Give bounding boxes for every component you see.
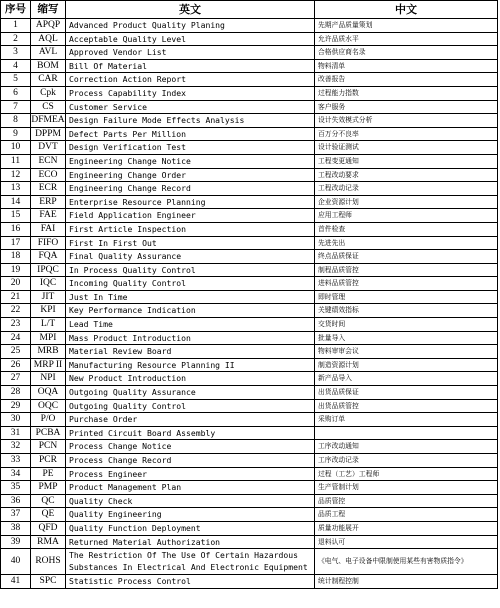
cell-english[interactable]: Key Performance Indication	[66, 304, 315, 318]
cell-abbreviation[interactable]: NPI	[31, 372, 66, 386]
cell-chinese[interactable]: 工序改动记录	[315, 454, 498, 468]
cell-abbreviation[interactable]: IQC	[31, 277, 66, 291]
cell-index[interactable]: 14	[1, 195, 31, 209]
cell-english[interactable]: Defect Parts Per Million	[66, 127, 315, 141]
table-body	[1, 19, 498, 589]
cell-chinese[interactable]: 物料审审会议	[315, 345, 498, 359]
cell-chinese[interactable]: 工程变更通知	[315, 154, 498, 168]
cell-chinese[interactable]: 设计验证测试	[315, 141, 498, 155]
table-row	[1, 46, 498, 60]
cell-english[interactable]: Returned Material Authorization	[66, 535, 315, 549]
table-row	[1, 19, 498, 33]
table-row	[1, 168, 498, 182]
table-row	[1, 277, 498, 291]
cell-abbreviation[interactable]: Cpk	[31, 86, 66, 100]
cell-english[interactable]: The Restriction Of The Use Of Certain Hazardous Substances In Electrical And Electronic Equipment	[66, 549, 315, 575]
cell-abbreviation[interactable]: CS	[31, 100, 66, 114]
cell-chinese[interactable]: 交货时间	[315, 318, 498, 332]
cell-english[interactable]: Design Failure Mode Effects Analysis	[66, 114, 315, 128]
cell-chinese[interactable]: 先期产品质量策划	[315, 19, 498, 33]
cell-index[interactable]: 3	[1, 46, 31, 60]
table-row	[1, 535, 498, 549]
cell-chinese[interactable]: 工序改动通知	[315, 440, 498, 454]
cell-abbreviation[interactable]: ECR	[31, 182, 66, 196]
cell-english[interactable]: Customer Service	[66, 100, 315, 114]
table-row	[1, 100, 498, 114]
cell-index[interactable]: 11	[1, 154, 31, 168]
cell-english[interactable]: Mass Product Introduction	[66, 331, 315, 345]
cell-index[interactable]: 13	[1, 182, 31, 196]
table-row	[1, 454, 498, 468]
cell-abbreviation[interactable]: FIFO	[31, 236, 66, 250]
cell-abbreviation[interactable]: PCR	[31, 454, 66, 468]
cell-english[interactable]: Quality Function Deployment	[66, 521, 315, 535]
cell-index[interactable]: 32	[1, 440, 31, 454]
cell-english[interactable]: Engineering Change Order	[66, 168, 315, 182]
table-row	[1, 358, 498, 372]
table-row	[1, 32, 498, 46]
cell-english[interactable]: Process Change Notice	[66, 440, 315, 454]
cell-chinese[interactable]	[315, 426, 498, 440]
table-row	[1, 222, 498, 236]
table-row	[1, 426, 498, 440]
cell-index[interactable]: 37	[1, 508, 31, 522]
cell-abbreviation[interactable]: PMP	[31, 481, 66, 495]
cell-chinese[interactable]: 统计制程控制	[315, 575, 498, 589]
header-row	[1, 1, 498, 19]
cell-chinese[interactable]: 首件检查	[315, 222, 498, 236]
cell-index[interactable]: 4	[1, 59, 31, 73]
cell-index[interactable]: 7	[1, 100, 31, 114]
cell-chinese[interactable]: 关键绩效指标	[315, 304, 498, 318]
cell-abbreviation[interactable]: IPQC	[31, 263, 66, 277]
cell-english[interactable]: Quality Engineering	[66, 508, 315, 522]
cell-english[interactable]: Bill Of Material	[66, 59, 315, 73]
cell-index[interactable]: 23	[1, 318, 31, 332]
cell-chinese[interactable]: 质量功能展开	[315, 521, 498, 535]
cell-english[interactable]: Process Engineer	[66, 467, 315, 481]
cell-chinese[interactable]: 先进先出	[315, 236, 498, 250]
table-row	[1, 73, 498, 87]
cell-chinese[interactable]: 设计失效模式分析	[315, 114, 498, 128]
cell-index[interactable]: 19	[1, 263, 31, 277]
cell-abbreviation[interactable]: DFMEA	[31, 114, 66, 128]
cell-chinese[interactable]: 企业资源计划	[315, 195, 498, 209]
cell-english[interactable]: Statistic Process Control	[66, 575, 315, 589]
cell-abbreviation[interactable]: PE	[31, 467, 66, 481]
cell-english[interactable]: Printed Circuit Board Assembly	[66, 426, 315, 440]
cell-english[interactable]: Final Quality Assurance	[66, 250, 315, 264]
cell-index[interactable]: 35	[1, 481, 31, 495]
table-row	[1, 318, 498, 332]
cell-english[interactable]: New Product Introduction	[66, 372, 315, 386]
cell-index[interactable]: 27	[1, 372, 31, 386]
cell-english[interactable]: Incoming Quality Control	[66, 277, 315, 291]
cell-index[interactable]: 28	[1, 386, 31, 400]
table-row	[1, 182, 498, 196]
cell-index[interactable]: 30	[1, 413, 31, 427]
cell-index[interactable]: 5	[1, 73, 31, 87]
cell-english[interactable]: Enterprise Resource Planning	[66, 195, 315, 209]
cell-abbreviation[interactable]: ROHS	[31, 549, 66, 575]
cell-chinese[interactable]: 合格供应商名录	[315, 46, 498, 60]
table-row	[1, 59, 498, 73]
cell-abbreviation[interactable]: MRB	[31, 345, 66, 359]
table-row	[1, 86, 498, 100]
cell-english[interactable]: Advanced Product Quality Planing	[66, 19, 315, 33]
cell-english[interactable]: First In First Out	[66, 236, 315, 250]
cell-index[interactable]: 34	[1, 467, 31, 481]
cell-index[interactable]: 29	[1, 399, 31, 413]
cell-index[interactable]: 18	[1, 250, 31, 264]
cell-chinese[interactable]: 百万分不良率	[315, 127, 498, 141]
cell-abbreviation[interactable]: QFD	[31, 521, 66, 535]
cell-english[interactable]: First Article Inspection	[66, 222, 315, 236]
cell-english[interactable]: Product Management Plan	[66, 481, 315, 495]
cell-index[interactable]: 40	[1, 549, 31, 575]
table-row	[1, 549, 498, 575]
cell-abbreviation[interactable]: OQC	[31, 399, 66, 413]
cell-index[interactable]: 38	[1, 521, 31, 535]
cell-english[interactable]: Process Capability Index	[66, 86, 315, 100]
cell-chinese[interactable]: 采购订单	[315, 413, 498, 427]
cell-index[interactable]: 26	[1, 358, 31, 372]
table-row	[1, 440, 498, 454]
cell-english[interactable]: Lead Time	[66, 318, 315, 332]
header-chinese[interactable]: 中文	[315, 1, 498, 19]
cell-chinese[interactable]: 新产品导入	[315, 372, 498, 386]
cell-abbreviation[interactable]: L/T	[31, 318, 66, 332]
cell-english[interactable]: Correction Action Report	[66, 73, 315, 87]
cell-chinese[interactable]: 终点品质保证	[315, 250, 498, 264]
cell-index[interactable]: 21	[1, 290, 31, 304]
cell-abbreviation[interactable]: OQA	[31, 386, 66, 400]
cell-english[interactable]: Approved Vendor List	[66, 46, 315, 60]
cell-abbreviation[interactable]: FQA	[31, 250, 66, 264]
table-row	[1, 209, 498, 223]
cell-abbreviation[interactable]: QC	[31, 494, 66, 508]
cell-abbreviation[interactable]: ERP	[31, 195, 66, 209]
table-row	[1, 141, 498, 155]
table-row	[1, 481, 498, 495]
cell-abbreviation[interactable]: SPC	[31, 575, 66, 589]
table-row	[1, 508, 498, 522]
cell-english[interactable]: Design Verification Test	[66, 141, 315, 155]
table-row	[1, 345, 498, 359]
cell-abbreviation[interactable]: AQL	[31, 32, 66, 46]
cell-chinese[interactable]: 批量导入	[315, 331, 498, 345]
cell-index[interactable]: 16	[1, 222, 31, 236]
cell-chinese[interactable]: 应用工程师	[315, 209, 498, 223]
table-row	[1, 114, 498, 128]
cell-chinese[interactable]: 制造资源计划	[315, 358, 498, 372]
cell-chinese[interactable]: 即时管理	[315, 290, 498, 304]
cell-english[interactable]: Manufacturing Resource Planning II	[66, 358, 315, 372]
table-row	[1, 290, 498, 304]
cell-index[interactable]: 33	[1, 454, 31, 468]
cell-english[interactable]: Engineering Change Record	[66, 182, 315, 196]
cell-chinese[interactable]: 品质管控	[315, 494, 498, 508]
cell-chinese[interactable]: 制程品质管控	[315, 263, 498, 277]
cell-abbreviation[interactable]: BOM	[31, 59, 66, 73]
cell-chinese[interactable]: 进料品质管控	[315, 277, 498, 291]
cell-chinese[interactable]: 过程能力指数	[315, 86, 498, 100]
cell-index[interactable]: 10	[1, 141, 31, 155]
cell-index[interactable]: 39	[1, 535, 31, 549]
cell-abbreviation[interactable]: ECN	[31, 154, 66, 168]
cell-index[interactable]: 15	[1, 209, 31, 223]
cell-abbreviation[interactable]: ECO	[31, 168, 66, 182]
cell-english[interactable]: Just In Time	[66, 290, 315, 304]
cell-chinese[interactable]: 物料清单	[315, 59, 498, 73]
cell-abbreviation[interactable]: APQP	[31, 19, 66, 33]
cell-index[interactable]: 36	[1, 494, 31, 508]
cell-english[interactable]: Quality Check	[66, 494, 315, 508]
cell-index[interactable]: 8	[1, 114, 31, 128]
cell-chinese[interactable]: 出货品质管控	[315, 399, 498, 413]
cell-abbreviation[interactable]: RMA	[31, 535, 66, 549]
cell-index[interactable]: 20	[1, 277, 31, 291]
cell-index[interactable]: 31	[1, 426, 31, 440]
cell-abbreviation[interactable]: MRP II	[31, 358, 66, 372]
table-row	[1, 413, 498, 427]
header-index[interactable]: 序号	[1, 1, 31, 19]
cell-chinese[interactable]: 工程改动要求	[315, 168, 498, 182]
cell-chinese[interactable]: 退料认可	[315, 535, 498, 549]
table-row	[1, 494, 498, 508]
table-row	[1, 236, 498, 250]
cell-chinese[interactable]: 工程改动记录	[315, 182, 498, 196]
cell-chinese[interactable]: 生产管制计划	[315, 481, 498, 495]
cell-abbreviation[interactable]: CAR	[31, 73, 66, 87]
cell-english[interactable]: Material Review Board	[66, 345, 315, 359]
cell-chinese[interactable]: 改善报告	[315, 73, 498, 87]
cell-abbreviation[interactable]: JIT	[31, 290, 66, 304]
table-row	[1, 386, 498, 400]
cell-abbreviation[interactable]: FAI	[31, 222, 66, 236]
table-row	[1, 372, 498, 386]
cell-english[interactable]: Purchase Order	[66, 413, 315, 427]
cell-english[interactable]: Engineering Change Notice	[66, 154, 315, 168]
table-row	[1, 304, 498, 318]
cell-index[interactable]: 9	[1, 127, 31, 141]
table-row	[1, 195, 498, 209]
cell-index[interactable]: 6	[1, 86, 31, 100]
header-english[interactable]: 英文	[66, 1, 315, 19]
cell-chinese[interactable]: 客户服务	[315, 100, 498, 114]
cell-index[interactable]: 2	[1, 32, 31, 46]
cell-abbreviation[interactable]: PCBA	[31, 426, 66, 440]
cell-index[interactable]: 17	[1, 236, 31, 250]
cell-chinese[interactable]: 品质工程	[315, 508, 498, 522]
cell-index[interactable]: 24	[1, 331, 31, 345]
table-row	[1, 331, 498, 345]
cell-index[interactable]: 41	[1, 575, 31, 589]
cell-abbreviation[interactable]: AVL	[31, 46, 66, 60]
cell-english[interactable]: Outgoing Quality Control	[66, 399, 315, 413]
table-row	[1, 399, 498, 413]
cell-index[interactable]: 1	[1, 19, 31, 33]
table-row	[1, 263, 498, 277]
cell-abbreviation[interactable]: DVT	[31, 141, 66, 155]
table-row	[1, 521, 498, 535]
cell-abbreviation[interactable]: P/O	[31, 413, 66, 427]
cell-abbreviation[interactable]: QE	[31, 508, 66, 522]
cell-index[interactable]: 12	[1, 168, 31, 182]
cell-index[interactable]: 22	[1, 304, 31, 318]
header-abbreviation[interactable]: 缩写	[31, 1, 66, 19]
cell-english[interactable]: In Process Quality Control	[66, 263, 315, 277]
table-row	[1, 575, 498, 589]
cell-abbreviation[interactable]: DPPM	[31, 127, 66, 141]
cell-abbreviation[interactable]: PCN	[31, 440, 66, 454]
cell-english[interactable]: Field Application Engineer	[66, 209, 315, 223]
cell-chinese[interactable]: 《电气、电子设备中限制使用某些有害物质指令》	[315, 549, 498, 575]
cell-english[interactable]: Process Change Record	[66, 454, 315, 468]
cell-chinese[interactable]: 出货品质保证	[315, 386, 498, 400]
cell-chinese[interactable]: 过程（工艺）工程师	[315, 467, 498, 481]
cell-abbreviation[interactable]: KPI	[31, 304, 66, 318]
cell-english[interactable]: Outgoing Quality Assurance	[66, 386, 315, 400]
table-row	[1, 154, 498, 168]
cell-abbreviation[interactable]: FAE	[31, 209, 66, 223]
cell-english[interactable]: Acceptable Quality Level	[66, 32, 315, 46]
cell-abbreviation[interactable]: MPI	[31, 331, 66, 345]
cell-index[interactable]: 25	[1, 345, 31, 359]
table-row	[1, 250, 498, 264]
cell-chinese[interactable]: 允许品质水平	[315, 32, 498, 46]
table-row	[1, 467, 498, 481]
table-row	[1, 127, 498, 141]
